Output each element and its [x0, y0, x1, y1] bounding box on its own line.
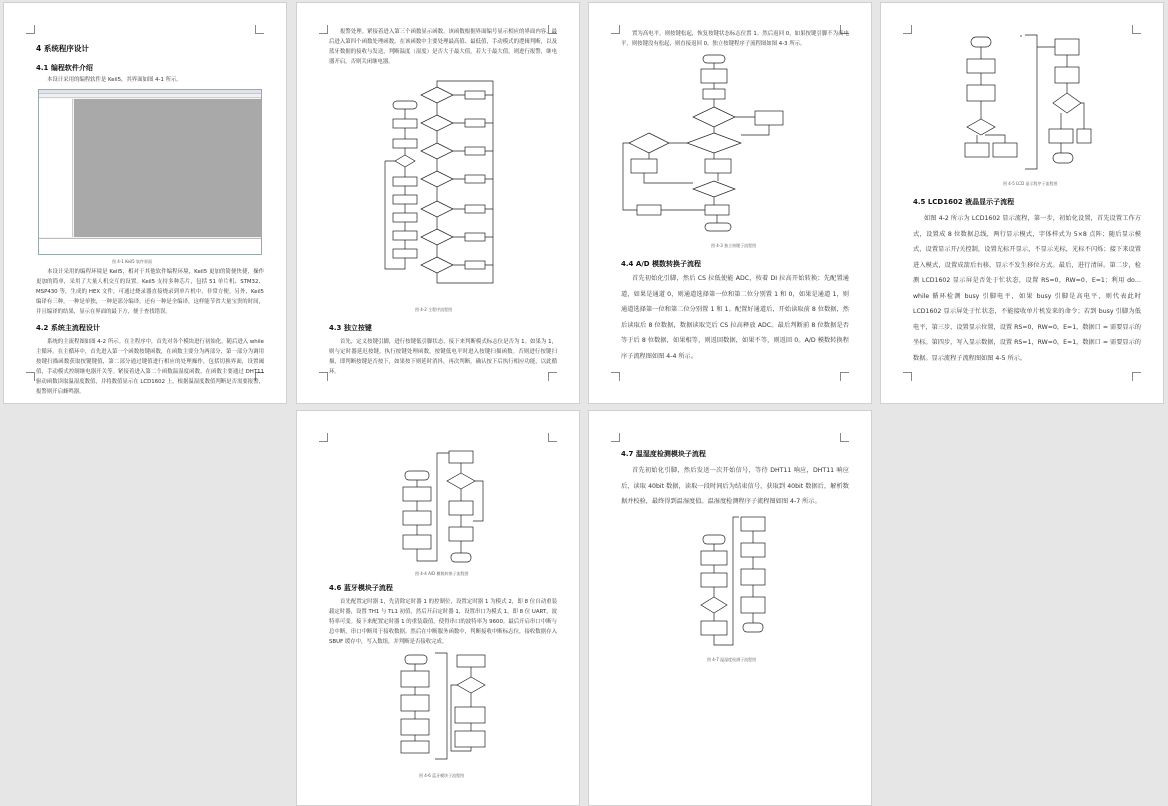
subsection-heading: 4.4 A/D 模数转换子流程 — [621, 260, 702, 268]
document-page-6 — [588, 410, 872, 806]
paragraph: 首先初始化引脚，然后 CS 拉低使能 ADC，按着 DI 拉高开始转换；先配置通道，如果是通道 0，则通道选择第一位和第二位分别置 1 和 0，如果是通道 1，则通道选择第一位和第二位分别置 1 和 1。配置好通道后，开始读取前 8 位数据，然后读取后 8 位数据，数据读取完后 CS 拉高释放 ADC。最后判断前 8 位数据是否等于后 8 位数据，如果相等，则返回数据，如果不等，则返回 0。A/D 模数转换程序子流程图如图 4-4 所示。 — [621, 275, 849, 360]
figure-caption: 图 4-6 蓝牙模块子流程图 — [419, 773, 465, 778]
subsection-heading: 4.6 蓝牙模块子流程 — [329, 584, 393, 592]
lcd-flowchart — [963, 33, 1093, 173]
paragraph: 报警处理。紧接着进入第三个函数显示函数，该函数根据界面编号显示相应的界面内容，最后进入第四个函数处理函数，在该函数中主要处理最高值、最低值，手动模式的逻辑判断，以及蓝牙数据的接收与发送，判断温度（湿度）是否大于最大值，若大于最大值，则进行报警，继电器开启，否则关闭继电器。 — [329, 29, 557, 65]
figure-caption: 图 4-5 LCD 显示程序子流程图 — [1003, 181, 1058, 186]
figure-caption: 图 4-7 温湿度检测子流程图 — [707, 657, 757, 662]
main-flowchart — [381, 79, 501, 301]
document-page-5 — [296, 410, 580, 806]
document-page-2 — [296, 2, 580, 404]
subsection-heading: 4.5 LCD1602 液晶显示子流程 — [913, 198, 1015, 206]
paragraph: 本设计采用的编程软件是 Keil5，其界面如图 4-1 所示。 — [47, 77, 182, 83]
figure-caption: 图 4-1 Keil5 软件界面 — [112, 259, 152, 264]
paragraph: 首先初始化引脚，然后发送一次开始信号，等待 DHT11 响应，DHT11 响应后，读取 40bit 数据，读取一段时间后为结束信号，获取到 40bit 数据后，解析数据并校验，最终得到温湿度值。温湿度检测程序子流程图如图 4-7 所示。 — [621, 467, 849, 505]
paragraph: 如图 4-2 所示为 LCD1602 显示流程，第一步，初始化设置，首先设置工作方式，设置成 8 位数据总线，两行显示模式，字体样式为 5×8 点阵；随后显示模式，设置显示开/关控制，设置光标开显示，不显示光标，光标不闪烁；接下来设置进入模式，设置成箭后右移，显示不发生移位方式。最后，进行清屏。第二步，检测 LCD1602 显示屏是否处于忙状态，设置 RS=0，RW=0，E=1；利用 do…while 循环检测 busy 引脚电平，如果 busy 引脚是高电平，则代表此时 LCD1602 显示屏处于忙状态，不能接收单片机发来的命令；若到 busy 引脚为低电平，第三步，设置显示位置，设置 RS=0，RW=0，E=1，数据口 = 需要显示的坐标。第四步，写入显示数据，设置 RS=1，RW=0，E=1，数据口 = 需要显示的数据。显示流程子流程图如图 4-5 所示。 — [913, 215, 1141, 362]
figure-caption: 图 4-2 主程序流程图 — [415, 307, 453, 312]
paragraph: 本设计采用的编程环境是 Keil5，相对于其他软件编程环境，Keil5 更加的简便快捷，操作更加的简单，采用了大量人机交互的设置。Keil5 支持多种芯片，包括 51 单片机、STM32、MSP430 等，生成的 HEX 文件，可通过烧录器直接烧录到单片机中，非常方便。另外，Keil5 编译有三种，一种是单独，一种是部分编译，还有一种是全编译，这样能节省大量宝贵的时间，并且编译的结果，显示在界面的最下方，便于查找错误。 — [36, 269, 264, 315]
paragraph: 系统的主流程图如图 4-2 所示。在主程序中，首先对各个模块进行初始化，随后进入 while 主循环。在主循环中，首先进入第一个函数按键函数，在函数主要分为两部分，第一部分为调用按键扫描函数获取按键键值，第二部分通过键值进行相应的处理操作，包括切换界面，设置阈值，手动模式控制继电器开关等。紧接着进入第二个函数温湿度函数，在函数主要通过 DHT11 驱动函数读取温湿度数值，并将数值显示在 LCD1602 上，根据温湿度数值判断是否需要报警，报警则开启蜂鸣器。 — [36, 339, 264, 395]
paragraph: 首先，定义按键引脚，进行按键低引脚状态，接下来判断模式标志位是否为 1。如果为 1，则与定时器延迟按键，执行按键处理函数，按键低电平时进入按键扫描函数。否则进行按键扫描，即判断按键是否按下，如果按下则延时消抖，再次判断，确认按下后执行相应功能，以此循环。 — [329, 339, 557, 375]
paragraph: 首先配置定时器 1，先清除定时器 1 的控制位，设置定时器 1 为模式 2，即 8 位自动重装载定时器，设置 TH1 与 TL1 初值，然后开启定时器 1，设置串口为模式 1，即 8 位 UART，波特率可变。接下来配置定时器 1 的重装载值，使得串口的波特率为 9600。最后开启串口中断与总中断，串口中断用于接收数据。然后在中断服务函数中，判断接收中断标志位，接收数据存入 SBUF 缓存中，写入数组，并判断是否接收完成。 — [329, 599, 557, 645]
keil5-screenshot-figure — [38, 89, 262, 255]
dht11-flowchart — [699, 515, 779, 651]
ad-flowchart — [397, 451, 487, 569]
document-page-4 — [880, 2, 1164, 404]
paragraph: 置为高电平，则按键松起，恢复按键状态标志位置 1。然后返回 0，如果按键引脚不为高电平，则按键没有松起，则直接返回 0。独立按键程序子流程图如图 4-3 所示。 — [621, 31, 849, 47]
subsection-heading: 4.3 独立按键 — [329, 324, 372, 332]
subsection-heading: 4.2 系统主流程设计 — [36, 324, 100, 332]
section-heading: 4 系统程序设计 — [36, 44, 89, 53]
subsection-heading: 4.1 编程软件介绍 — [36, 64, 93, 72]
figure-caption: 图 4-3 独立按键子流程图 — [711, 243, 757, 248]
subsection-heading: 4.7 温湿度检测模块子流程 — [621, 450, 706, 458]
figure-caption: 图 4-4 A/D 模数转换子流程图 — [415, 571, 469, 576]
bluetooth-flowchart — [395, 651, 495, 763]
key-flowchart — [625, 53, 795, 237]
document-page-1 — [3, 2, 287, 404]
document-page-3 — [588, 2, 872, 404]
